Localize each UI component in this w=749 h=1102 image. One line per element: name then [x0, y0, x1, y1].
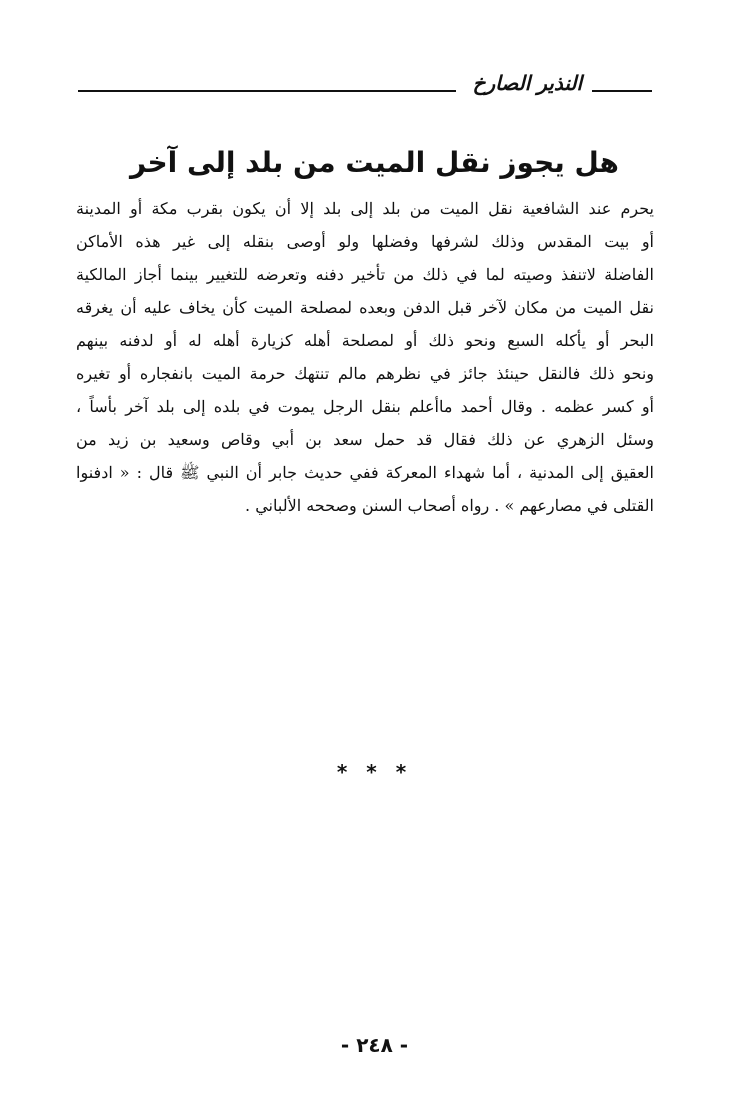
body-line: البحر أو يأكله السبع ونحو ذلك أو لمصلحة أهله كزيارة أهله له أو لدفنه بينهم — [76, 331, 654, 350]
running-header — [78, 68, 652, 104]
book-title: النذير الصارخ — [472, 71, 582, 95]
body-line: يحرم عند الشافعية نقل الميت من بلد إلى بلد إلا أن يكون بقرب مكة أو المدينة — [76, 199, 654, 218]
header-rule-left — [78, 90, 456, 92]
body-line: العقيق إلى المدنية ، أما شهداء المعركة ففي حديث جابر أن النبي ﷺ قال : « ادفنوا — [76, 463, 654, 482]
body-line: أو كسر عظمه . وقال أحمد ماأعلم بنقل الرجل يموت في بلده إلى بلد آخر بأساً ، — [76, 397, 654, 416]
body-line: الفاضلة لاتنفذ وصيته لما في ذلك من تأخير دفنه وتعرضه للتغيير بينما أجاز المالكية — [76, 265, 654, 284]
page-number: - ٢٤٨ - — [340, 1033, 409, 1057]
body-line: أو بيت المقدس وذلك لشرفها وفضلها ولو أوصى بنقله إلى غير هذه الأماكن — [76, 232, 654, 251]
body-paragraph — [76, 192, 654, 522]
section-heading: هل يجوز نقل الميت من بلد إلى آخر — [130, 146, 619, 179]
body-line: نقل الميت من مكان لآخر قبل الدفن وبعده لمصلحة الميت كأن يخاف عليه أن يغرقه — [76, 298, 654, 317]
body-line: ونحو ذلك فالنقل حينئذ جائز في نظرهم مالم تنتهك حرمة الميت بانفجاره أو تغيره — [76, 364, 654, 383]
body-line: القتلى في مصارعهم » . رواه أصحاب السنن وصححه الألباني . — [245, 496, 654, 515]
body-line: وسئل الزهري عن ذلك فقال قد حمل سعد بن أبي وقاص وسعيد بن زيد من — [76, 430, 654, 449]
header-rule-right — [592, 90, 652, 92]
section-separator: * * * — [336, 760, 413, 784]
